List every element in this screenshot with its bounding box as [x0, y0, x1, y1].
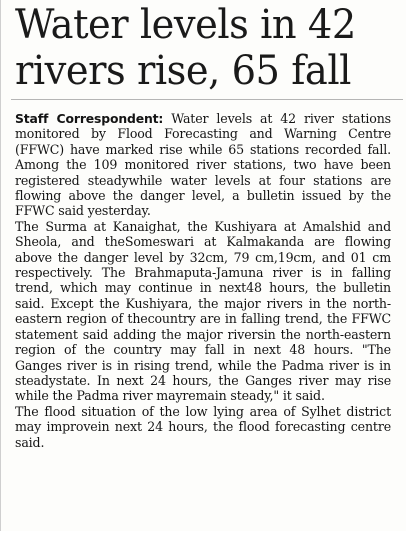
headline-line-1: Water levels in 42	[15, 2, 356, 48]
byline: Staff Correspondent:	[15, 111, 164, 126]
headline	[15, 2, 389, 94]
paragraph-1-text: Water levels at 42 river stations monitored by Flood Forecasting and Warning Centre (FFWC) have marked rise while 65 stations recorded fall. Among the 109 monitored river stations, two have been registered steadywhile water levels at four stations are flowing above the danger level, a bulletin issued by the FFWC said yesterday.	[15, 111, 391, 219]
paragraph-3: The flood situation of the low lying area of Sylhet district may improvein next 24 hours, the flood forecasting centre said.	[15, 403, 391, 450]
paragraph-1	[15, 111, 391, 219]
headline-line-2: rivers rise, 65 fall	[15, 48, 351, 94]
paragraph-2: The Surma at Kanaighat, the Kushiyara at Amalshid and Sheola, and theSomeswari at Kalmakanda are flowing above the danger level by 32cm, 79 cm,19cm, and 01 cm respectively. The Brahmaputa-Jamuna river is in falling trend, which may continue in next48 hours, the bulletin said. Except the Kushiyara, the major rivers in the north-eastern region of thecountry are in falling trend, the FFWC statement said adding the major riversin the north-eastern region of the country may fall in next 48 hours. "The Ganges river is in rising trend, while the Padma river is in steadystate. In next 24 hours, the Ganges river may rise while the Padma river mayremain steady," it said.	[15, 218, 391, 404]
headline-divider	[11, 99, 403, 100]
article-body	[15, 111, 391, 450]
